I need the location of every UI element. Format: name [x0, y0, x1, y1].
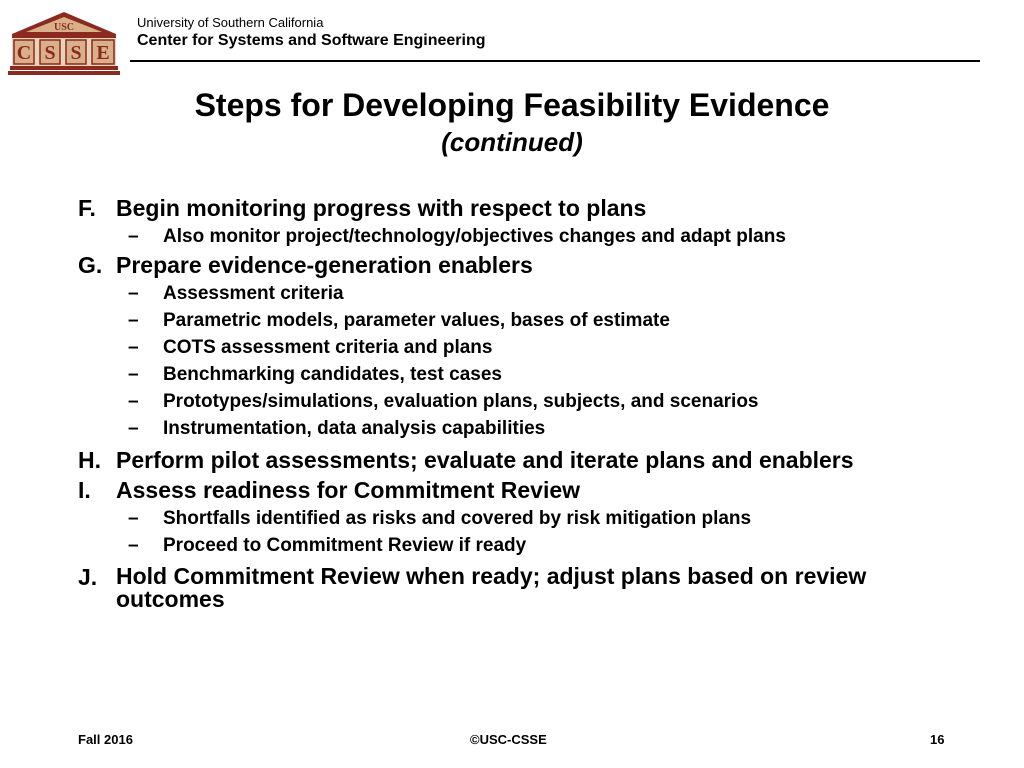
item-marker: F.: [78, 195, 96, 221]
item-marker: J.: [78, 564, 98, 590]
dash-marker: –: [128, 535, 139, 556]
item-marker: H.: [78, 447, 101, 473]
footer-date: Fall 2016: [78, 732, 133, 747]
org-center: Center for Systems and Software Engineering: [137, 32, 486, 49]
sub-item-text: Shortfalls identified as risks and covered by risk mitigation plans: [163, 508, 752, 529]
item-marker: I.: [78, 477, 91, 503]
sub-item-text: Benchmarking candidates, test cases: [163, 364, 502, 385]
sub-item-text: Proceed to Commitment Review if ready: [163, 535, 527, 556]
org-university: University of Southern California: [137, 15, 324, 30]
footer-page-number: 16: [930, 732, 945, 747]
item-text: Hold Commitment Review when ready; adjust plans based on review outcomes: [116, 563, 867, 612]
item-text: Begin monitoring progress with respect to plans: [116, 195, 647, 221]
logo-usc-text: USC: [53, 22, 75, 33]
sub-item-text: Instrumentation, data analysis capabilities: [163, 418, 546, 439]
dash-marker: –: [128, 418, 139, 439]
dash-marker: –: [128, 508, 139, 529]
svg-text:E: E: [96, 42, 110, 64]
svg-text:S: S: [44, 42, 56, 64]
item-text: Prepare evidence-generation enablers: [116, 252, 533, 278]
sub-item-text: COTS assessment criteria and plans: [163, 337, 493, 358]
sub-item-text: Also monitor project/technology/objectives changes and adapt plans: [163, 226, 786, 247]
dash-marker: –: [128, 310, 139, 331]
sub-item-text: Assessment criteria: [163, 283, 344, 304]
item-marker: G.: [78, 252, 103, 278]
footer-copyright: ©USC-CSSE: [470, 732, 547, 747]
dash-marker: –: [128, 391, 139, 412]
sub-item-text: Parametric models, parameter values, bases of estimate: [163, 310, 670, 331]
dash-marker: –: [128, 226, 139, 247]
svg-text:C: C: [16, 42, 32, 64]
dash-marker: –: [128, 337, 139, 358]
svg-text:S: S: [70, 42, 82, 64]
item-text: Assess readiness for Commitment Review: [116, 477, 581, 503]
dash-marker: –: [128, 364, 139, 385]
sub-item-text: Prototypes/simulations, evaluation plans, subjects, and scenarios: [163, 391, 759, 412]
item-text: Perform pilot assessments; evaluate and iterate plans and enablers: [116, 447, 854, 473]
slide-subtitle: (continued): [441, 127, 583, 157]
slide-title: Steps for Developing Feasibility Evidence: [194, 87, 830, 123]
dash-marker: –: [128, 283, 139, 304]
